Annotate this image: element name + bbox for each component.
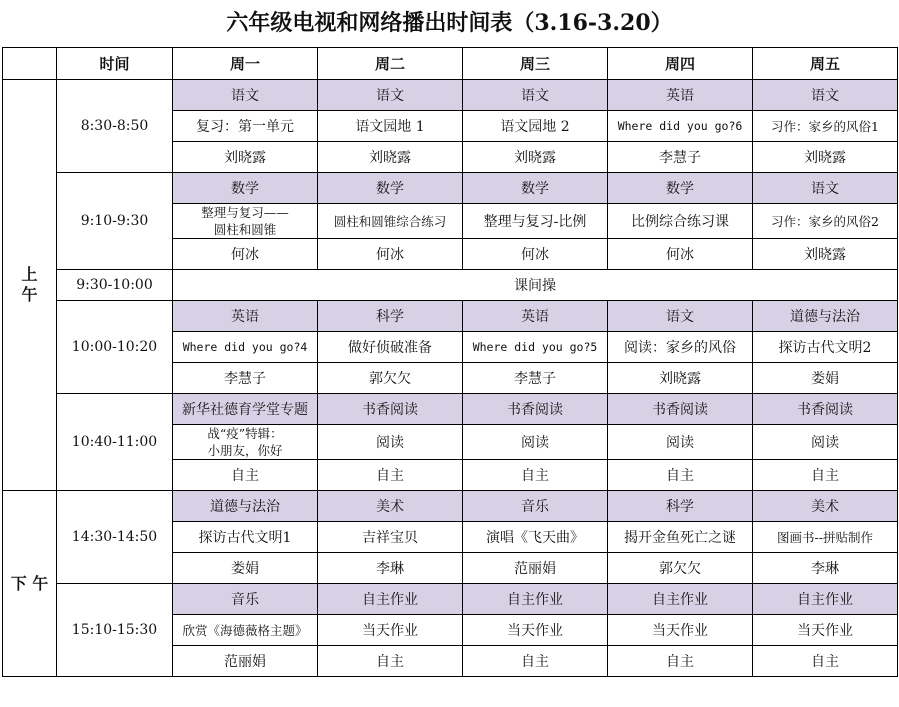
topic-cell: Where did you go?5 (463, 332, 608, 363)
header-day: 周一 (173, 48, 318, 80)
topic-cell: 揭开金鱼死亡之谜 (608, 522, 753, 553)
subject-cell: 美术 (753, 491, 898, 522)
topic-cell: 战“疫”特辑： 小朋友，你好 (173, 425, 318, 460)
subject-cell: 数学 (463, 173, 608, 204)
teacher-cell: 何冰 (608, 239, 753, 270)
teacher-cell: 范丽娟 (173, 646, 318, 677)
break-row (3, 270, 898, 301)
topic-cell: 复习：第一单元 (173, 111, 318, 142)
topic-cell: 语文园地 1 (318, 111, 463, 142)
break-label: 课间操 (173, 270, 898, 301)
topic-cell: 探访古代文明2 (753, 332, 898, 363)
teacher-cell: 自主 (318, 646, 463, 677)
header-blank (3, 48, 57, 80)
topic-cell: 当天作业 (753, 615, 898, 646)
subject-cell: 自主作业 (463, 584, 608, 615)
teacher-cell: 自主 (463, 460, 608, 491)
period-label: 上 午 (3, 80, 57, 491)
teacher-cell: 刘晓露 (173, 142, 318, 173)
subject-cell: 书香阅读 (753, 394, 898, 425)
topic-cell: 阅读 (318, 425, 463, 460)
subject-cell: 书香阅读 (608, 394, 753, 425)
teacher-cell: 自主 (608, 460, 753, 491)
teacher-cell: 李慧子 (173, 363, 318, 394)
topic-cell: 做好侦破准备 (318, 332, 463, 363)
topic-cell: 图画书--拼贴制作 (753, 522, 898, 553)
break-time: 9:30-10:00 (57, 270, 173, 301)
teacher-cell: 娄娟 (173, 553, 318, 584)
subject-cell: 英语 (173, 301, 318, 332)
period-label: 下 午 (3, 491, 57, 677)
subject-cell: 语文 (173, 80, 318, 111)
subject-cell: 新华社德育学堂专题 (173, 394, 318, 425)
table-row (3, 173, 898, 204)
teacher-cell: 自主 (318, 460, 463, 491)
subject-cell: 语文 (753, 173, 898, 204)
teacher-cell: 李琳 (318, 553, 463, 584)
teacher-cell: 自主 (463, 646, 608, 677)
topic-cell: 圆柱和圆锥综合练习 (318, 204, 463, 239)
teacher-cell: 刘晓露 (608, 363, 753, 394)
topic-cell: 比例综合练习课 (608, 204, 753, 239)
subject-cell: 数学 (608, 173, 753, 204)
table-row (3, 394, 898, 425)
teacher-cell: 自主 (753, 646, 898, 677)
teacher-cell: 自主 (608, 646, 753, 677)
subject-cell: 道德与法治 (173, 491, 318, 522)
header-row (3, 48, 898, 80)
subject-cell: 数学 (318, 173, 463, 204)
subject-cell: 自主作业 (753, 584, 898, 615)
subject-cell: 音乐 (173, 584, 318, 615)
teacher-cell: 范丽娟 (463, 553, 608, 584)
time-slot: 15:10-15:30 (57, 584, 173, 677)
subject-cell: 语文 (753, 80, 898, 111)
time-slot: 14:30-14:50 (57, 491, 173, 584)
subject-cell: 书香阅读 (318, 394, 463, 425)
topic-cell: 习作：家乡的风俗1 (753, 111, 898, 142)
subject-cell: 科学 (318, 301, 463, 332)
table-row (3, 301, 898, 332)
teacher-cell: 刘晓露 (463, 142, 608, 173)
teacher-cell: 刘晓露 (753, 239, 898, 270)
topic-cell: 阅读 (463, 425, 608, 460)
teacher-cell: 何冰 (173, 239, 318, 270)
teacher-cell: 何冰 (318, 239, 463, 270)
header-day: 周四 (608, 48, 753, 80)
teacher-cell: 何冰 (463, 239, 608, 270)
subject-cell: 英语 (463, 301, 608, 332)
table-row (3, 584, 898, 615)
topic-cell: 语文园地 2 (463, 111, 608, 142)
time-slot: 10:00-10:20 (57, 301, 173, 394)
topic-cell: 整理与复习—— 圆柱和圆锥 (173, 204, 318, 239)
subject-cell: 科学 (608, 491, 753, 522)
topic-cell: 当天作业 (463, 615, 608, 646)
topic-cell: Where did you go?4 (173, 332, 318, 363)
teacher-cell: 刘晓露 (318, 142, 463, 173)
teacher-cell: 郭欠欠 (608, 553, 753, 584)
topic-cell: 习作：家乡的风俗2 (753, 204, 898, 239)
time-slot: 8:30-8:50 (57, 80, 173, 173)
subject-cell: 语文 (608, 301, 753, 332)
subject-cell: 自主作业 (608, 584, 753, 615)
subject-cell: 音乐 (463, 491, 608, 522)
topic-cell: 吉祥宝贝 (318, 522, 463, 553)
time-slot: 9:10-9:30 (57, 173, 173, 270)
topic-cell: 当天作业 (318, 615, 463, 646)
header-day: 周五 (753, 48, 898, 80)
subject-cell: 语文 (318, 80, 463, 111)
subject-cell: 数学 (173, 173, 318, 204)
header-time: 时间 (57, 48, 173, 80)
subject-cell: 英语 (608, 80, 753, 111)
topic-cell: 整理与复习-比例 (463, 204, 608, 239)
teacher-cell: 刘晓露 (753, 142, 898, 173)
subject-cell: 道德与法治 (753, 301, 898, 332)
teacher-cell: 自主 (173, 460, 318, 491)
schedule-table (2, 47, 898, 677)
topic-cell: 欣赏《海德薇格主题》 (173, 615, 318, 646)
subject-cell: 自主作业 (318, 584, 463, 615)
subject-cell: 美术 (318, 491, 463, 522)
header-day: 周三 (463, 48, 608, 80)
topic-cell: 阅读 (608, 425, 753, 460)
subject-cell: 语文 (463, 80, 608, 111)
table-row (3, 80, 898, 111)
teacher-cell: 李琳 (753, 553, 898, 584)
teacher-cell: 李慧子 (463, 363, 608, 394)
topic-cell: 阅读 (753, 425, 898, 460)
topic-cell: 当天作业 (608, 615, 753, 646)
teacher-cell: 娄娟 (753, 363, 898, 394)
topic-cell: Where did you go?6 (608, 111, 753, 142)
topic-cell: 阅读：家乡的风俗 (608, 332, 753, 363)
teacher-cell: 李慧子 (608, 142, 753, 173)
teacher-cell: 自主 (753, 460, 898, 491)
topic-cell: 探访古代文明1 (173, 522, 318, 553)
time-slot: 10:40-11:00 (57, 394, 173, 491)
page-title: 六年级电视和网络播出时间表（3.16-3.20） (226, 10, 673, 36)
teacher-cell: 郭欠欠 (318, 363, 463, 394)
topic-cell: 演唱《飞天曲》 (463, 522, 608, 553)
table-row (3, 491, 898, 522)
subject-cell: 书香阅读 (463, 394, 608, 425)
header-day: 周二 (318, 48, 463, 80)
